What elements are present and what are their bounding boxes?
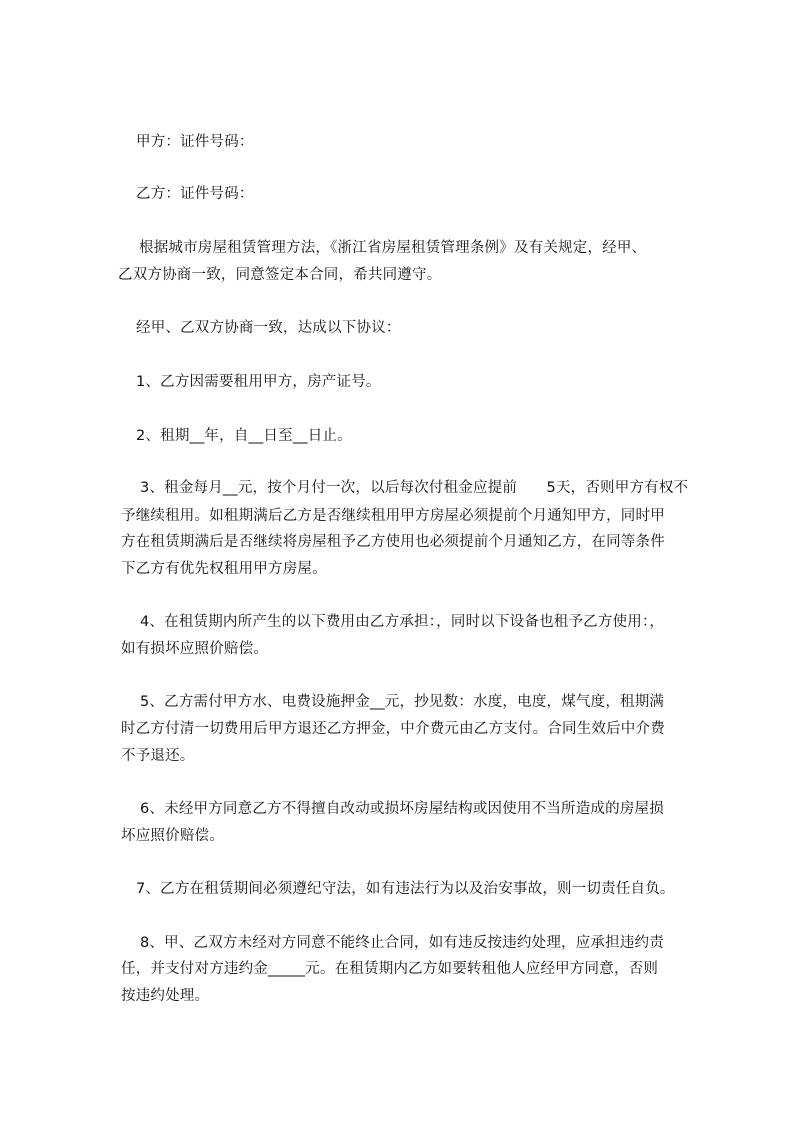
intro-line-1: 根据城市房屋租赁管理方法，《浙江省房屋租赁管理条例》及有关规定，经甲、 [139, 240, 647, 256]
clause-8-line-2: 任，并支付对方违约金_____元。在租赁期内乙方如要转租他人应经甲方同意，否则 [121, 961, 659, 977]
agreement-heading: 经甲、乙双方协商一致，达成以下协议： [136, 320, 401, 336]
clause-5-line-3: 不予退还。 [121, 748, 195, 764]
clause-6-line-2: 坏应照价赔偿。 [121, 828, 224, 844]
clause-8-line-3: 按违约处理。 [121, 988, 210, 1004]
clause-1-line-1: 1、乙方因需要租用甲方，房产证号。 [136, 374, 381, 390]
clause-4-line-2: 如有损坏应照价赔偿。 [121, 641, 268, 657]
clause-3-line-2: 予继续租用。如租期满后乙方是否继续租用甲方房屋必须提前个月通知甲方，同时甲 [121, 508, 665, 524]
party-a-line: 甲方：证件号码： [136, 134, 254, 150]
clause-5-line-2: 时乙方付清一切费用后甲方退还乙方押金，中介费元由乙方支付。合同生效后中介费 [121, 721, 665, 737]
clause-3-line-1: 3、租金每月__元，按个月付一次，以后每次付租金应提前 5天，否则甲方有权不 [140, 480, 689, 496]
clause-6-line-1: 6、未经甲方同意乙方不得擅自改动或损坏房屋结构或因使用不当所造成的房屋损 [140, 801, 664, 817]
intro-line-2: 乙双方协商一致，同意签定本合同，希共同遵守。 [118, 267, 442, 283]
clause-2-line-1: 2、租期__年，自__日至__日止。 [136, 428, 352, 444]
clause-7-line-1: 7、乙方在租赁期间必须遵纪守法，如有违法行为以及治安事故，则一切责任自负。 [136, 881, 675, 897]
clause-8-line-1: 8、甲、乙双方未经对方同意不能终止合同，如有违反按违约处理，应承担违约责 [140, 935, 664, 951]
clause-4-line-1: 4、在租赁期内所产生的以下费用由乙方承担：，同时以下设备也租予乙方使用：， [140, 614, 665, 630]
clause-3-line-4: 下乙方有优先权租用甲方房屋。 [121, 561, 327, 577]
clause-5-line-1: 5、乙方需付甲方水、电费设施押金__元，抄见数：水度，电度，煤气度，租期满 [140, 694, 665, 710]
party-b-line: 乙方：证件号码： [136, 186, 254, 202]
clause-3-line-3: 方在租赁期满后是否继续将房屋租予乙方使用也必须提前个月通知乙方，在同等条件 [121, 534, 665, 550]
